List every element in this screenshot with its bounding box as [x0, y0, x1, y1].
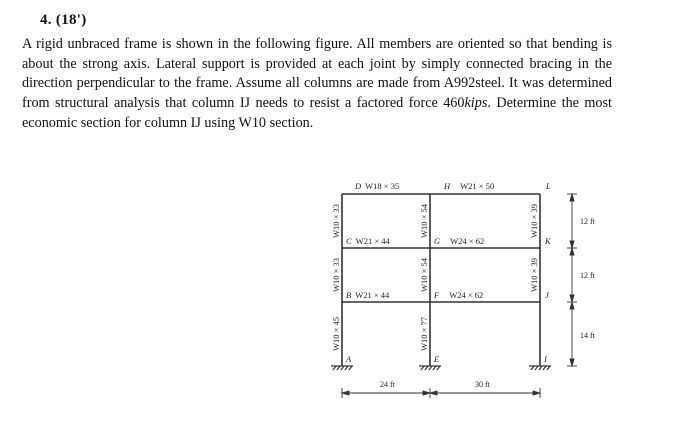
dim-bay-left: 24 ft	[380, 380, 395, 389]
horizontal-dimension	[342, 388, 540, 398]
beam-label-C-G: C W21 × 44	[346, 236, 390, 246]
node-A: A	[346, 354, 352, 364]
node-E: E	[434, 354, 440, 364]
problem-text-end: . Determine the most economic section for column IJ using W10 section.	[22, 95, 612, 131]
node-I: I	[544, 354, 547, 364]
node-D: D	[355, 181, 362, 191]
support-A	[331, 366, 353, 370]
node-J: J	[545, 290, 549, 300]
column-label-mid-top: W10 × 54	[419, 203, 429, 239]
beam-label-H-L: H W21 × 50	[444, 181, 495, 191]
column-label-left-top: W10 × 33	[331, 203, 341, 239]
column-label-left-mid: W10 × 33	[331, 257, 341, 293]
column-label-right-bot: W10 × 39	[529, 257, 539, 293]
node-G: G	[434, 236, 441, 246]
vertical-dimension	[567, 194, 577, 366]
beam-label-D-H: D W18 × 35	[355, 181, 400, 191]
dim-bay-right: 30 ft	[475, 380, 490, 389]
column-label-right-top: W10 × 39	[529, 203, 539, 239]
dim-story-top: 12 ft	[580, 217, 595, 226]
node-C: C	[346, 236, 352, 246]
problem-number: 4. (18')	[40, 12, 87, 28]
beam-label-B-F: B W21 × 44	[346, 290, 390, 300]
node-F: F	[434, 290, 440, 300]
support-E	[419, 366, 441, 370]
support-I	[529, 366, 551, 370]
node-L: L	[546, 181, 551, 191]
frame-members	[342, 194, 540, 366]
dim-story-bot: 14 ft	[580, 331, 595, 340]
dim-story-mid: 12 ft	[580, 271, 595, 280]
node-B: B	[346, 290, 352, 300]
beam-label-F-J: F W24 × 62	[434, 290, 484, 300]
node-H: H	[444, 181, 451, 191]
column-label-left-bot: W10 × 45	[331, 316, 341, 352]
beam-label-G-K: G W24 × 62	[434, 236, 485, 246]
problem-text-main: A rigid unbraced frame is shown in the following figure. All members are oriented so that bending is about the strong axis. Lateral support is provided at each joint by simply connected bracing in the direction perpendicular to the frame. Assume all columns are made from A992steel. It was determined from structural analysis that column IJ needs to resist a factored force 460	[22, 36, 612, 112]
column-label-mid-mid: W10 × 54	[419, 257, 429, 293]
node-K: K	[545, 236, 551, 246]
column-label-mid-bot: W10 × 77	[419, 316, 429, 352]
force-unit: kips	[464, 95, 488, 112]
supports	[331, 366, 551, 370]
